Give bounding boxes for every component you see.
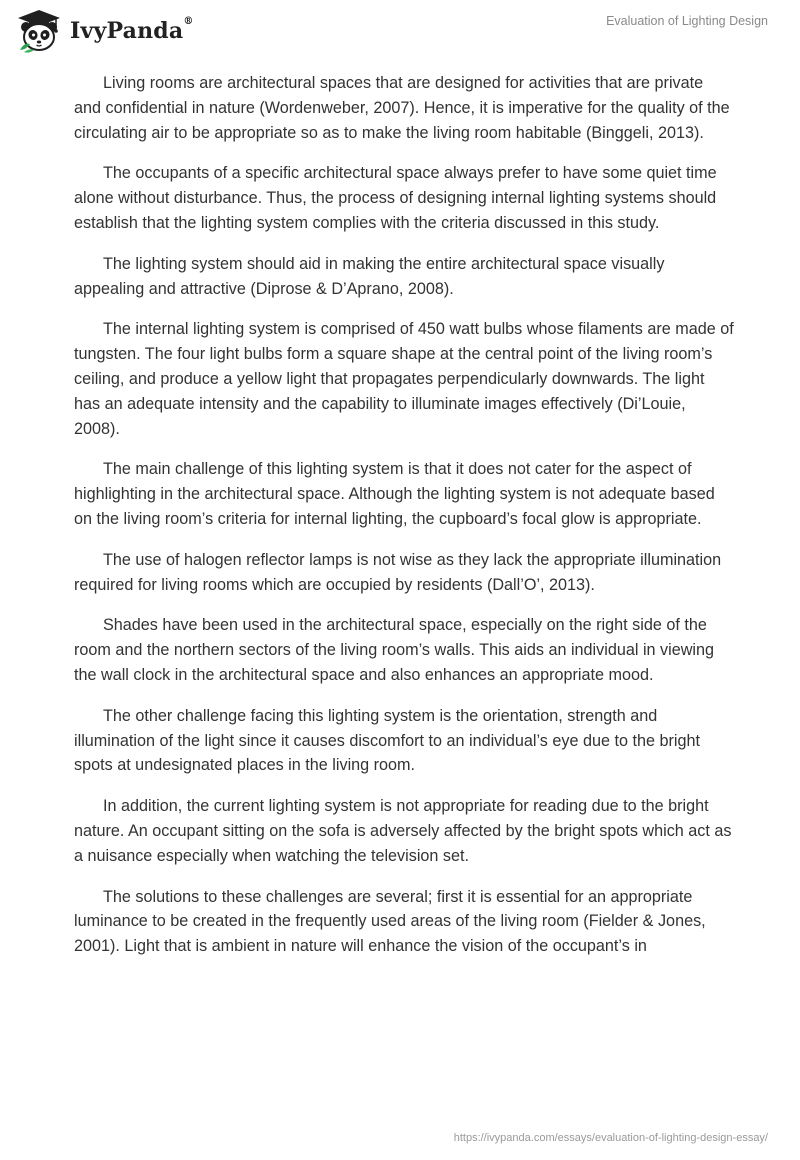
panda-graduate-icon [16, 8, 62, 54]
essay-body [74, 71, 734, 975]
paragraph: The internal lighting system is comprised of 450 watt bulbs whose filaments are made of tungsten. The four light bulbs form a square shape at the central point of the living room’s ceiling, and produce a yellow light that propagates perpendicularly downwards. The light has an adequate intensity and the capability to illuminate images effectively (Di’Louie, 2008). [74, 320, 734, 438]
paragraph: The occupants of a specific architectural space always prefer to have some quiet time alone without disturbance. Thus, the process of designing internal lighting systems should establish that the lighting system complies with the criteria discussed in this study. [74, 164, 717, 232]
brand-name: IvyPanda® [70, 16, 194, 44]
page-header [0, 0, 800, 70]
paragraph: The lighting system should aid in making the entire architectural space visually appealing and attractive (Diprose & D’Aprano, 2008). [74, 254, 665, 298]
paragraph: Shades have been used in the architectural space, especially on the right side of the room and the northern sectors of the living room’s walls. This aids an individual in viewing the wall clock in the architectural space and also enhances an appropriate mood. [74, 616, 715, 684]
paragraph: The solutions to these challenges are several; first it is essential for an appropriate luminance to be created in the frequently used areas of the living room (Fielder & Jones, 2001). Light that is ambient in nature will enhance the vision of the occupant’s in [74, 887, 706, 956]
paragraph: The other challenge facing this lighting system is the orientation, strength and illumination of the light since it causes discomfort to an individual’s eye due to the bright spots at undesignated places in the living room. [74, 706, 700, 775]
source-url[interactable]: https://ivypanda.com/essays/evaluation-of-lighting-design-essay/ [453, 1132, 768, 1144]
registered-mark: ® [183, 16, 194, 27]
ivypanda-logo[interactable] [16, 8, 194, 54]
paragraph: The use of halogen reflector lamps is not wise as they lack the appropriate illumination required for living rooms which are occupied by residents (Dall’O’, 2013). [74, 550, 722, 594]
paragraph: The main challenge of this lighting system is that it does not cater for the aspect of highlighting in the architectural space. Although the lighting system is not adequate based on the living room’s criteria for internal lighting, the cupboard’s focal glow is appropriate. [74, 460, 715, 528]
document-title: Evaluation of Lighting Design [606, 14, 768, 28]
paragraph: Living rooms are architectural spaces that are designed for activities that are private and confidential in nature (Wordenweber, 2007). Hence, it is imperative for the quality of the circulating air to be appropriate so as to make the living room habitable (Binggeli, 2013). [74, 74, 730, 142]
paragraph: In addition, the current lighting system is not appropriate for reading due to the bright nature. An occupant sitting on the sofa is adversely affected by the bright spots which act as a nuisance especially when watching the television set. [74, 797, 732, 865]
